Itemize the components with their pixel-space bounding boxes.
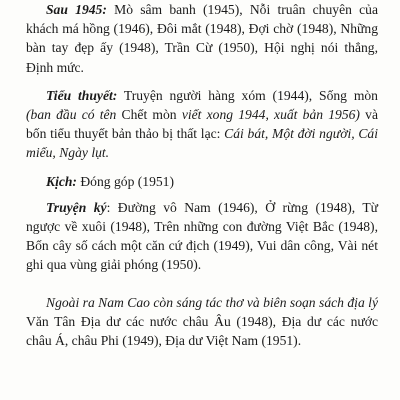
drama-text: Đóng góp (1951) [76, 173, 175, 189]
paragraph-other-works [26, 293, 378, 351]
paragraph-novels [26, 86, 378, 163]
novels-text-c: và bốn tiểu thuyết bản thảo bị thất lạc: [26, 107, 378, 142]
other-works-text: Văn Tân Địa dư các nước châu Âu (1948), Địa dư các nước châu Á, châu Phi (1949), Địa dư Việt Nam (1951). [26, 313, 378, 349]
other-works-italic: Ngoài ra Nam Cao còn sáng tác thơ và biên soạn sách địa lý [46, 294, 378, 310]
label-after-1945: Sau 1945: [46, 2, 107, 17]
works-after-1945: Mò sâm banh (1945), Nỗi truân chuyên của khách má hồng (1946), Đôi mắt (1948), Đợi chờ (1948), Những bàn tay đẹp ấy (1948), Trần Cừ (1950), Hội nghị nói thẳng, Định mức. [26, 2, 379, 75]
label-drama: Kịch: [46, 173, 77, 189]
paragraph-drama [26, 172, 378, 191]
novels-text-a: Truyện người hàng xóm (1944), Sống mòn [117, 87, 378, 103]
novels-italic-c: Cái bát, Một đời người, Cái miếu, Ngày lụt. [26, 126, 378, 161]
novels-italic-b: viết xong 1944, xuất bản 1956) [181, 107, 360, 123]
paragraph-memoirs [26, 198, 378, 275]
novels-text-b: Chết mòn [116, 107, 182, 123]
memoirs-text: : Đường vô Nam (1946), Ở rừng (1948), Từ ngược về xuôi (1948), Trên những con đường Việt Bắc (1948), Bốn cây số cách một căn cứ địch (1949), Vui dân công, Vài nét ghi qua vùng giải phóng (1950). [26, 199, 378, 273]
label-memoirs: Truyện ký [46, 199, 107, 215]
paragraph-after-1945 [26, 0, 378, 77]
label-novels: Tiểu thuyết: [46, 87, 118, 103]
novels-italic-a: (ban đầu có tên [26, 107, 117, 123]
